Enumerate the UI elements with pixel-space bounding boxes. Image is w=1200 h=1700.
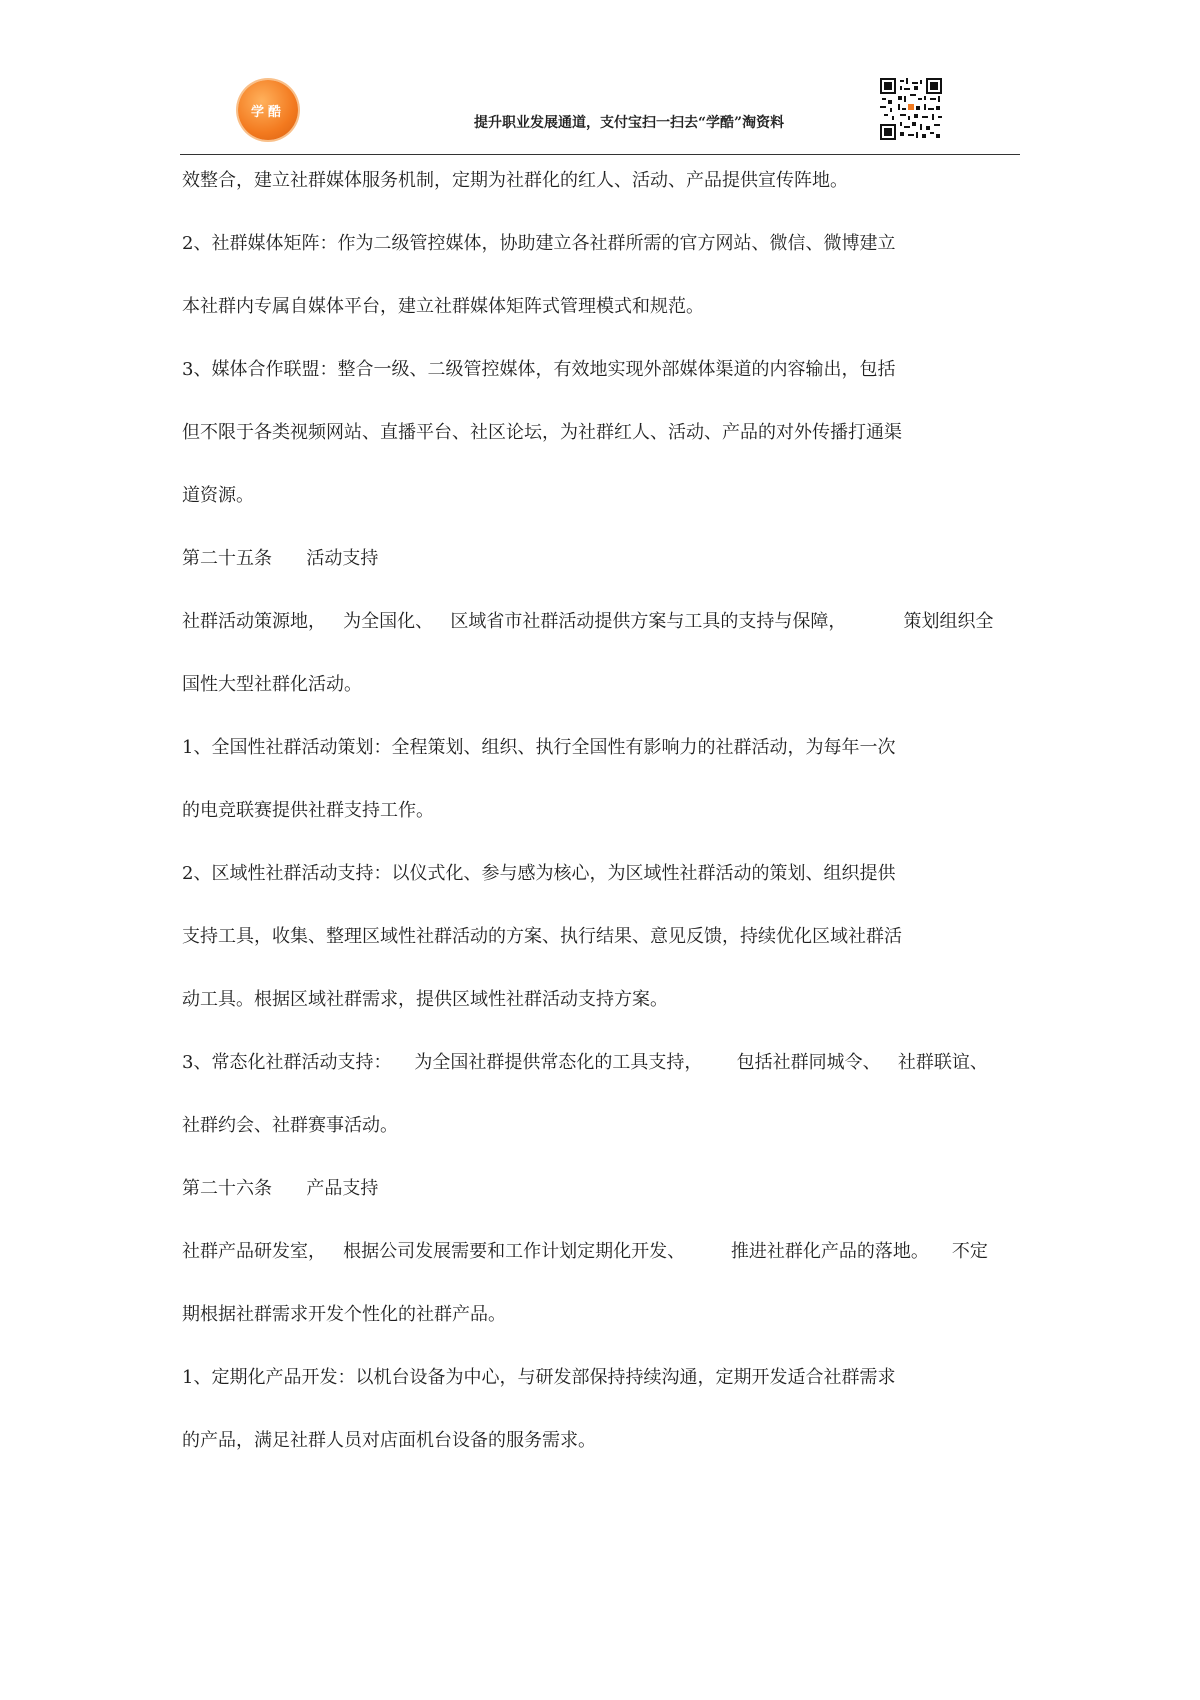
text-line: 社群约会、社群赛事活动。 (182, 1115, 398, 1136)
logo-text: 学酷 (250, 104, 285, 120)
text-line: 效整合，建立社群媒体服务机制，定期为社群化的红人、活动、产品提供宣传阵地。 (182, 170, 848, 191)
text-line: 道资源。 (182, 485, 254, 506)
text-line: 的产品，满足社群人员对店面机台设备的服务需求。 (182, 1430, 596, 1451)
section-heading-25: 第二十五条 活动支持 (182, 548, 379, 569)
text-line: 2、社群媒体矩阵：作为二级管控媒体，协助建立各社群所需的官方网站、微信、微博建立 (182, 233, 896, 254)
text-line: 的电竞联赛提供社群支持工作。 (182, 800, 434, 821)
text-line: 2、区域性社群活动支持：以仪式化、参与感为核心，为区域性社群活动的策划、组织提供 (182, 863, 896, 884)
text-line: 3、媒体合作联盟：整合一级、二级管控媒体，有效地实现外部媒体渠道的内容输出，包括 (182, 359, 896, 380)
text-line: 3、常态化社群活动支持： 为全国社群提供常态化的工具支持， 包括社群同城令、 社群联谊、 (182, 1052, 988, 1073)
document-body (182, 166, 1042, 1489)
text-line: 1、全国性社群活动策划：全程策划、组织、执行全国性有影响力的社群活动，为每年一次 (182, 737, 896, 758)
text-line: 社群产品研发室， 根据公司发展需要和工作计划定期化开发、 推进社群化产品的落地。 不定 (182, 1241, 988, 1262)
page-header (180, 72, 1020, 155)
text-line: 国性大型社群化活动。 (182, 674, 362, 695)
text-line: 社群活动策源地， 为全国化、 区域省市社群活动提供方案与工具的支持与保障， 策划组织全 (182, 611, 994, 632)
text-line: 动工具。根据区域社群需求，提供区域性社群活动支持方案。 (182, 989, 668, 1010)
text-line: 1、定期化产品开发：以机台设备为中心，与研发部保持持续沟通，定期开发适合社群需求 (182, 1367, 896, 1388)
text-line: 期根据社群需求开发个性化的社群产品。 (182, 1304, 506, 1325)
text-line: 支持工具，收集、整理区域性社群活动的方案、执行结果、意见反馈，持续优化区域社群活 (182, 926, 902, 947)
text-line: 但不限于各类视频网站、直播平台、社区论坛，为社群红人、活动、产品的对外传播打通渠 (182, 422, 902, 443)
xueku-logo (238, 80, 298, 140)
qr-code-icon (880, 78, 942, 140)
header-tagline: 提升职业发展通道，支付宝扫一扫去“学酷”淘资料 (474, 115, 785, 131)
section-heading-26: 第二十六条 产品支持 (182, 1178, 379, 1199)
text-line: 本社群内专属自媒体平台，建立社群媒体矩阵式管理模式和规范。 (182, 296, 704, 317)
